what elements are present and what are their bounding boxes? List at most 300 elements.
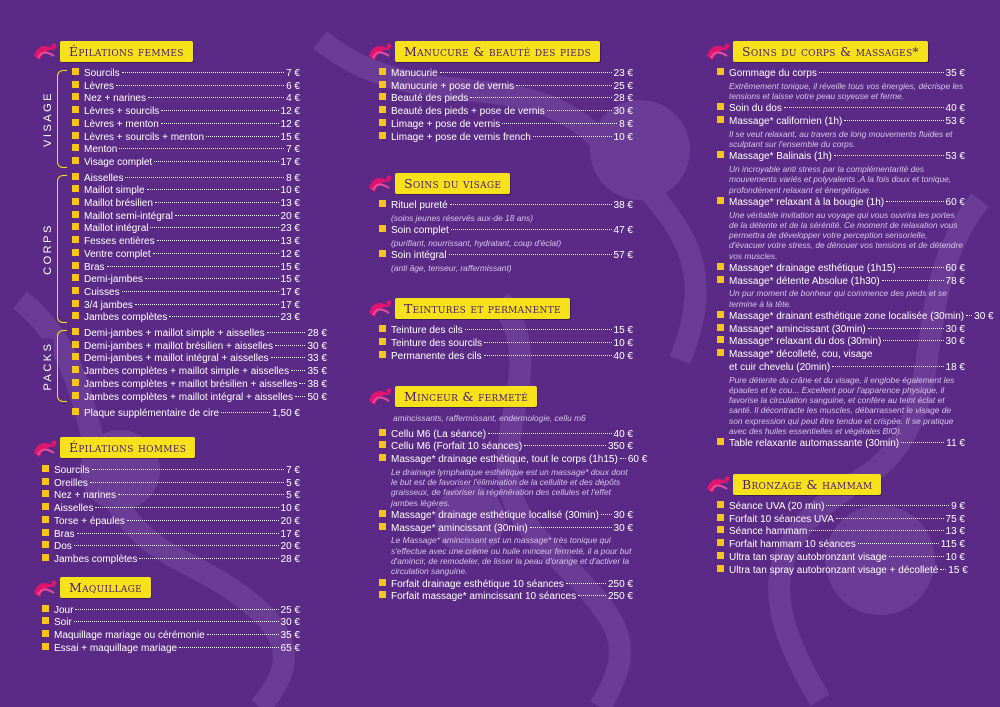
group-packs: [42, 328, 327, 404]
list-bronzage: [717, 501, 968, 577]
item-price: 40 €: [945, 103, 965, 115]
item-description: (anti âge, tenseur, raffermissant): [391, 262, 512, 273]
item-price: 28 €: [307, 328, 327, 340]
item-price: 10 €: [280, 185, 300, 197]
bullet: [379, 591, 386, 598]
list-item: [379, 429, 633, 442]
list-item: [72, 379, 327, 392]
list-item: [717, 514, 965, 527]
list-item: [717, 276, 965, 289]
bullet: [42, 630, 49, 637]
leader-dots: [145, 278, 279, 279]
bracket: [57, 175, 67, 323]
item-price: 15 €: [280, 261, 300, 273]
leader-dots: [90, 482, 284, 483]
list-packs: [72, 328, 327, 404]
bullet: [379, 429, 386, 436]
item-price: 12 €: [280, 118, 300, 130]
item-name: Manucurie: [391, 68, 438, 79]
item-price: 350 €: [607, 441, 633, 453]
item-price: 17 €: [280, 528, 300, 540]
list-item: [379, 510, 633, 523]
section-title-manucure: [365, 40, 633, 62]
section-title-soins-corps: [703, 40, 965, 62]
leader-dots: [819, 72, 944, 73]
flower-icon: [30, 437, 60, 459]
leader-dots: [858, 543, 939, 544]
list-item: [717, 116, 965, 129]
section-title-maquillage: [30, 577, 300, 599]
list-item: [379, 225, 633, 238]
leader-dots: [524, 445, 606, 446]
item-name: Demi-jambes + maillot brésilien + aisselles: [84, 340, 273, 352]
list-item: [72, 81, 300, 94]
item-price: 35 €: [945, 68, 965, 79]
item-name: Massage* drainage esthétique, tout le corps (1h15): [391, 454, 618, 466]
item-price: 25 €: [280, 604, 300, 616]
item-price: 7 €: [286, 464, 300, 476]
list-item: [379, 119, 633, 132]
item-price: 40 €: [613, 428, 633, 440]
item-name: Massage* Balinais (1h): [729, 151, 832, 163]
list-item: [72, 132, 300, 145]
leader-dots: [107, 266, 279, 267]
item-price: 8 €: [619, 118, 633, 130]
leader-dots: [844, 120, 943, 121]
item-price: 17 €: [280, 286, 300, 298]
list-item: [717, 539, 965, 552]
leader-dots: [547, 110, 612, 111]
flower-icon: [30, 577, 60, 599]
list-item: [379, 454, 648, 467]
leader-dots: [147, 189, 279, 190]
leader-dots: [207, 634, 279, 635]
leader-dots: [883, 340, 943, 341]
leader-dots: [206, 136, 278, 137]
bullet: [717, 349, 724, 356]
section-label: Épilations hommes: [60, 437, 195, 458]
bullet: [72, 211, 79, 218]
bullet: [379, 338, 386, 345]
bullet: [717, 197, 724, 204]
list-item: [72, 300, 300, 313]
item-price: 23 €: [613, 68, 633, 79]
section-label: Épilations femmes: [60, 41, 193, 62]
item-price: 38 €: [307, 378, 327, 390]
list-item: [379, 106, 633, 119]
item-name: Teinture des cils: [391, 325, 463, 337]
list-item: [42, 554, 300, 567]
leader-dots: [148, 97, 284, 98]
item-price: 15 €: [280, 274, 300, 286]
leader-dots: [450, 204, 612, 205]
item-name: Jambes complètes: [84, 312, 168, 324]
item-name: Nez + narines: [84, 93, 146, 105]
leader-dots: [530, 527, 612, 528]
item-price: 23 €: [280, 223, 300, 235]
flower-icon: [703, 40, 733, 62]
item-price: 8 €: [286, 172, 300, 184]
bullet: [379, 106, 386, 113]
list-item: [717, 103, 965, 116]
list-item: [717, 438, 965, 451]
item-description: Pure détente du crâne et du visage, il englobe également les épaules et le cou... Excellent pour l'apparence physique, il favorise la circulation sanguine, et confère au teint éclat et santé. Il décontracte les muscles, débarrassent le visage de son expression qui peut être tendue et crispée. Il se pratique avec des huiles essentielles et végétales BIO).: [729, 374, 955, 437]
group-visage: [42, 68, 300, 170]
bullet: [72, 379, 79, 386]
list-item: [72, 312, 300, 325]
bullet: [42, 541, 49, 548]
item-name: Torse + épaules: [54, 515, 125, 527]
bracket: [57, 330, 67, 402]
bullet: [379, 454, 386, 461]
item-name: Forfait drainage esthétique 10 séances: [391, 578, 564, 590]
list-item: [42, 516, 300, 529]
leader-dots: [95, 507, 278, 508]
item-price: 115 €: [940, 539, 965, 551]
flower-icon: [365, 385, 395, 407]
item-name: Jour: [54, 604, 74, 616]
list-item: [717, 526, 965, 539]
leader-dots: [116, 85, 284, 86]
list-item: [379, 523, 633, 536]
item-name: Manucurie + pose de vernis: [391, 80, 515, 92]
leader-dots: [77, 533, 279, 534]
item-price: 50 €: [307, 391, 327, 403]
list-item: [72, 68, 300, 81]
list-item: [379, 93, 633, 106]
item-name: Massage* drainage esthétique localisé (30min): [391, 509, 599, 521]
item-price: 15 €: [613, 325, 633, 337]
leader-dots: [275, 345, 305, 346]
item-price: 12 €: [280, 106, 300, 118]
leader-dots: [74, 545, 279, 546]
list-soins-corps: [717, 68, 994, 451]
leader-dots: [75, 609, 278, 610]
list-item: [379, 351, 633, 364]
bullet: [379, 441, 386, 448]
leader-dots: [882, 280, 944, 281]
bullet: [717, 116, 724, 123]
bullet: [717, 514, 724, 521]
item-price: 10 €: [945, 551, 965, 563]
leader-dots: [826, 505, 949, 506]
item-price: 30 €: [945, 336, 965, 348]
section-label: Teintures et permanente: [395, 298, 570, 319]
item-name: Soin intégral: [391, 250, 447, 262]
section-label: Manucure & beauté des pieds: [395, 41, 600, 62]
bullet: [72, 341, 79, 348]
leader-dots: [139, 558, 278, 559]
item-description: Un pur moment de bonheur qui commence des pieds et se termine à la tête.: [729, 288, 947, 309]
item-price: 17 €: [280, 299, 300, 311]
item-price: 33 €: [307, 353, 327, 365]
list-item: [72, 274, 300, 287]
item-name: Bras: [84, 261, 105, 273]
item-name: Aisselles: [54, 503, 94, 515]
item-name: Demi-jambes: [84, 274, 143, 286]
item-name: Gommage du corps: [729, 68, 817, 79]
item-name: Bras: [54, 528, 75, 540]
section-label: Soins du corps & massages*: [733, 41, 928, 62]
bullet: [717, 276, 724, 283]
list-item: [72, 106, 300, 119]
leader-dots: [125, 177, 284, 178]
leader-dots: [153, 253, 279, 254]
item-name: Dos: [54, 541, 72, 553]
item-name: Massage* drainant esthétique zone localisée (30min): [729, 311, 965, 323]
item-name: Massage* décolleté, cou, visage: [729, 349, 873, 361]
item-description: Il se veut relaxant, au travers de long mouvements fluides et sculptant sur l'ensemble du corps.: [729, 128, 953, 149]
bullet: [72, 328, 79, 335]
item-price: 30 €: [280, 617, 300, 629]
section-label: Maquillage: [60, 577, 151, 598]
leader-dots: [620, 458, 626, 459]
item-price: 11 €: [946, 438, 965, 450]
bullet: [72, 287, 79, 294]
leader-dots: [74, 621, 279, 622]
item-name: Lèvres + sourcils: [84, 106, 160, 118]
item-price: 30 €: [613, 509, 633, 521]
item-name: Demi-jambes + maillot simple + aisselles: [84, 328, 265, 340]
item-price: 30 €: [613, 106, 633, 118]
bullet: [72, 119, 79, 126]
item-name: Beauté des pieds: [391, 93, 469, 105]
bracket: [57, 70, 67, 168]
item-name: Soin complet: [391, 225, 449, 237]
leader-dots: [901, 442, 944, 443]
flower-icon: [30, 40, 60, 62]
list-item: [72, 157, 300, 170]
item-name: Maillot intégral: [84, 223, 149, 235]
item-price: 53 €: [945, 116, 965, 127]
list-hommes: [42, 465, 300, 567]
list-item: [72, 353, 327, 366]
item-price: 250 €: [607, 578, 633, 590]
item-price: 35 €: [280, 630, 300, 642]
item-name: Maillot semi-intégral: [84, 210, 173, 222]
item-name: Massage* amincissant (30min): [729, 323, 866, 335]
list-item: [72, 211, 300, 224]
bullet: [379, 81, 386, 88]
flower-icon: [365, 297, 395, 319]
item-name: Massage* californien (1h): [729, 116, 843, 127]
leader-dots: [291, 370, 305, 371]
list-item: [72, 144, 300, 157]
bullet: [717, 552, 724, 559]
bullet: [42, 605, 49, 612]
bullet: [717, 565, 724, 572]
bullet: [42, 529, 49, 536]
leader-dots: [889, 556, 944, 557]
bullet: [72, 157, 79, 164]
item-name: Menton: [84, 144, 118, 156]
item-price: 4 €: [286, 93, 300, 105]
item-price: 60 €: [627, 454, 648, 466]
leader-dots: [161, 110, 278, 111]
leader-dots: [299, 383, 305, 384]
item-price: 35 €: [307, 366, 327, 378]
bullet: [72, 262, 79, 269]
bullet: [379, 523, 386, 530]
list-item: [72, 408, 300, 421]
list-item: [717, 151, 965, 164]
list-item: [72, 287, 300, 300]
leader-dots: [566, 583, 606, 584]
leader-dots: [119, 148, 284, 149]
section-title-soins-visage: [365, 172, 633, 194]
item-name: Demi-jambes + maillot intégral + aisselles: [84, 353, 269, 365]
bullet: [379, 351, 386, 358]
leader-dots: [267, 332, 306, 333]
leader-dots: [271, 357, 306, 358]
list-item: [42, 605, 300, 618]
bullet: [379, 68, 386, 75]
list-item: [379, 68, 633, 81]
list-item: [72, 341, 327, 354]
list-item: [42, 490, 300, 503]
item-price: 15 €: [948, 564, 968, 576]
group-side: [42, 68, 72, 170]
item-name: Essai + maquillage mariage: [54, 642, 178, 654]
list-manucure: [379, 68, 633, 144]
bullet: [379, 225, 386, 232]
item-price: 10 €: [613, 337, 633, 349]
bullet: [42, 503, 49, 510]
bullet: [379, 93, 386, 100]
bullet: [379, 119, 386, 126]
leader-dots: [784, 107, 944, 108]
bullet: [717, 539, 724, 546]
list-item: [717, 564, 968, 578]
leader-dots: [161, 123, 279, 124]
item-price: 250 €: [607, 591, 633, 603]
item-name: Table relaxante automassante (30min): [729, 438, 900, 450]
item-name: Permanente des cils: [391, 350, 482, 362]
leader-dots: [221, 412, 270, 413]
item-name: Massage* détente Absolue (1h30): [729, 275, 880, 287]
list-minceur: [379, 428, 648, 604]
item-name: Lèvres + menton: [84, 118, 159, 130]
section-title-minceur: [365, 385, 633, 407]
list-item: [72, 198, 300, 211]
item-price: 30 €: [307, 340, 327, 352]
bullet: [717, 324, 724, 331]
item-price: 13 €: [945, 526, 965, 538]
leader-dots: [940, 569, 946, 570]
list-item: [72, 249, 300, 262]
list-item: [717, 349, 965, 362]
item-price: 30 €: [613, 522, 633, 534]
list-item: [717, 263, 965, 276]
bullet: [379, 325, 386, 332]
item-price: 60 €: [945, 196, 965, 208]
leader-dots: [484, 355, 612, 356]
item-price: 7 €: [286, 68, 300, 79]
item-price: 5 €: [286, 490, 300, 502]
list-item: [42, 529, 300, 542]
leader-dots: [488, 433, 611, 434]
list-item: [42, 503, 300, 516]
bullet: [72, 353, 79, 360]
bullet: [72, 274, 79, 281]
leader-dots: [868, 328, 944, 329]
section-label: Minceur & fermeté: [395, 386, 537, 407]
group-side: [42, 328, 72, 404]
list-item: [72, 236, 300, 249]
bullet: [72, 132, 79, 139]
list-soins-visage: [379, 200, 633, 273]
item-name: Limage + pose de vernis: [391, 118, 501, 130]
section-title-epilations-hommes: [30, 437, 300, 459]
item-name: Forfait hammam 10 séances: [729, 539, 856, 551]
bullet: [72, 106, 79, 113]
item-name: Jambes complètes + maillot brésilien + aisselles: [84, 378, 298, 390]
flower-icon: [365, 172, 395, 194]
item-name: Maquillage mariage ou cérémonie: [54, 630, 205, 642]
item-name: Massage* drainage esthétique (1h15): [729, 263, 896, 275]
item-name: Lèvres + sourcils + menton: [84, 131, 205, 143]
leader-dots: [154, 161, 278, 162]
item-price: 60 €: [945, 263, 965, 275]
bullet: [72, 223, 79, 230]
item-price: 5 €: [286, 477, 300, 489]
item-name: Rituel pureté: [391, 200, 448, 212]
bullet: [717, 103, 724, 110]
section-title-teintures: [365, 297, 633, 319]
list-item: [379, 132, 633, 145]
list-item: [72, 119, 300, 132]
group-corps: [42, 173, 300, 325]
item-name: Jambes complètes + maillot intégral + aisselles: [84, 391, 293, 403]
item-name: Jambes complètes: [54, 553, 138, 565]
list-item: [717, 68, 965, 81]
list-item: [72, 173, 300, 186]
leader-dots: [155, 202, 279, 203]
list-item: [379, 250, 633, 263]
item-price: 20 €: [280, 210, 300, 222]
list-item: [72, 328, 327, 341]
item-price: 18 €: [945, 361, 965, 373]
extra-item-wrap: [72, 408, 300, 421]
item-price: 25 €: [613, 80, 633, 92]
leader-dots: [533, 136, 612, 137]
bullet: [42, 490, 49, 497]
bullet: [42, 478, 49, 485]
item-price: 30 €: [974, 311, 994, 323]
leader-dots: [809, 530, 943, 531]
bullet: [72, 198, 79, 205]
item-price: 1,50 €: [272, 408, 300, 420]
list-item: [72, 223, 300, 236]
bullet: [72, 144, 79, 151]
bullet: [379, 200, 386, 207]
item-name: Ultra tan spray autobronzant visage + décolleté: [729, 564, 939, 576]
item-name: et cuir chevelu (20min): [729, 361, 831, 373]
list-item: [379, 441, 633, 454]
item-price: 15 €: [280, 131, 300, 143]
item-description: (purifiant, nourrissant, hydratant, coup d'éclat): [391, 237, 562, 248]
item-name: Plaque supplémentaire de cire: [84, 408, 220, 420]
bullet: [717, 501, 724, 508]
bullet: [72, 300, 79, 307]
leader-dots: [516, 85, 611, 86]
item-name: Soin du dos: [729, 103, 782, 115]
bullet: [379, 510, 386, 517]
item-price: 7 €: [286, 144, 300, 156]
leader-dots: [601, 514, 612, 515]
item-price: 13 €: [280, 236, 300, 248]
list-item: [42, 478, 300, 491]
